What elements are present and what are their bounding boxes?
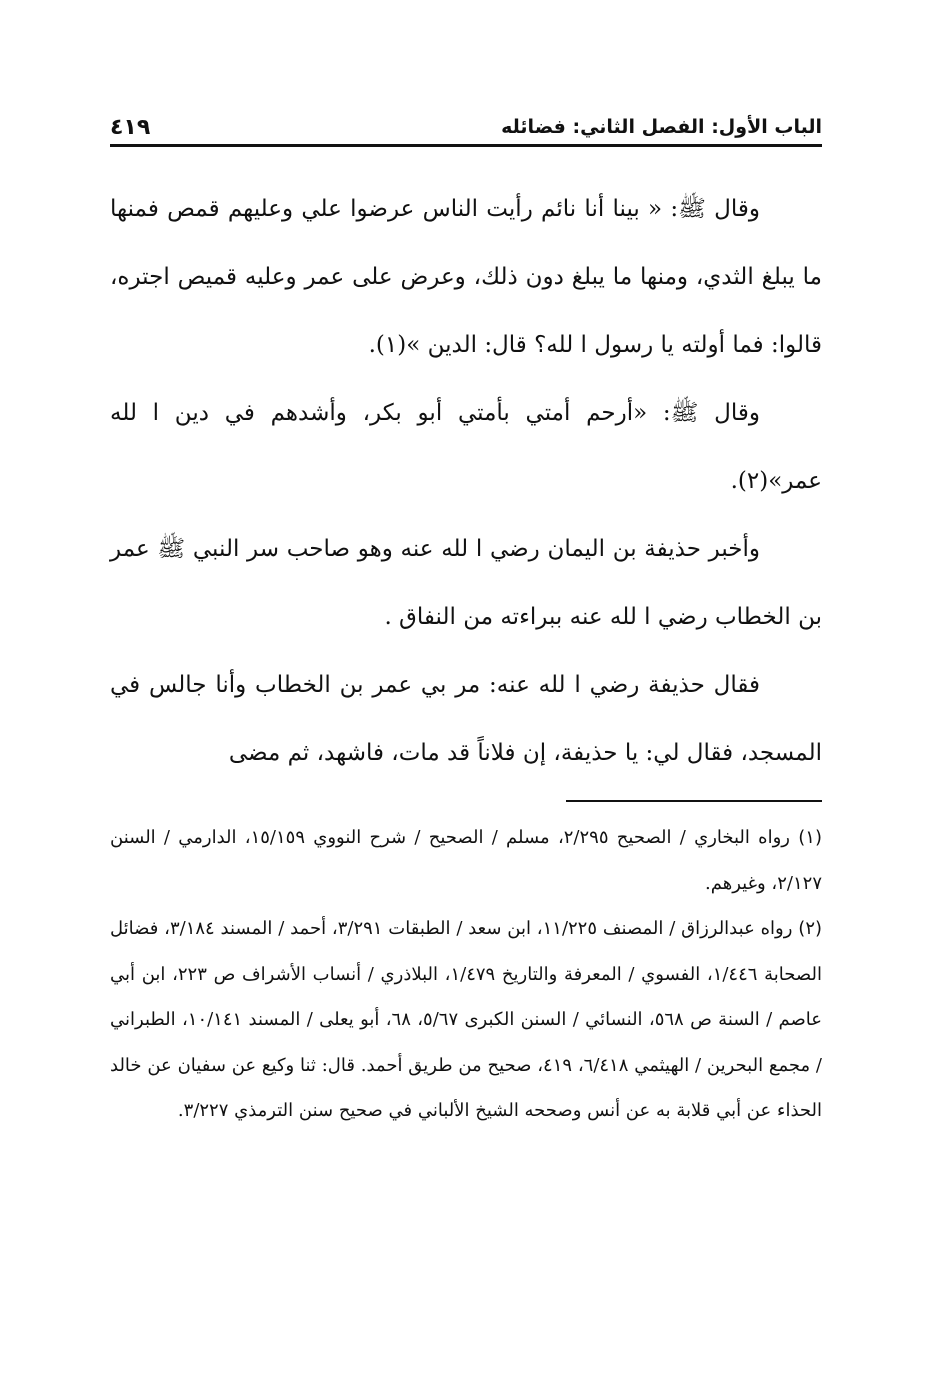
- header-rule: [110, 144, 822, 147]
- page-number: ٤١٩: [110, 115, 151, 140]
- footnote-separator: [566, 800, 822, 802]
- footnote-text: رواه عبدالرزاق / المصنف ١١/٢٢٥، ابن سعد / الطبقات ٣/٢٩١، أحمد / المسند ٣/١٨٤، فضائل الصحابة ١/٤٤٦، الفسوي / المعرفة والتاريخ ١/٤٧٩، البلاذري / أنساب الأشراف ص ٢٢٣، ابن أبي عاصم / السنة ص ٥٦٨، النسائي / السنن الكبرى ٥/٦٧، ٦٨، أبو يعلى / المسند ١٠/١٤١، الطبراني / مجمع البحرين / الهيثمي ٦/٤١٨، ٤١٩، صحيح من طريق أحمد. قال: ثنا وكيع عن سفيان عن خالد الحذاء عن أبي قلابة به عن أنس وصححه الشيخ الألباني في صحيح سنن الترمذي ٣/٢٢٧.: [110, 918, 823, 1121]
- footnotes: [110, 815, 822, 1134]
- footnote: [110, 906, 822, 1134]
- footnote-number: (٢): [798, 918, 823, 939]
- main-text: [110, 175, 822, 787]
- paragraph: وقال ﷺ: « بينا أنا نائم رأيت الناس عرضوا علي وعليهم قمص فمنها ما يبلغ الثدي، ومنها ما يبلغ دون ذلك، وعرض على عمر وعليه قميص اجتره، قالوا: فما أولته يا رسول ا لله؟ قال: الدين »(١).: [110, 196, 822, 358]
- paragraph: وقال ﷺ: «أرحم أمتي بأمتي أبو بكر، وأشدهم في دين ا لله عمر»(٢).: [110, 400, 822, 494]
- paragraph: وأخبر حذيفة بن اليمان رضي ا لله عنه وهو صاحب سر النبي ﷺ عمر بن الخطاب رضي ا لله عنه ببراءته من النفاق .: [110, 536, 822, 630]
- footnote: [110, 815, 822, 906]
- page-header: [110, 100, 822, 144]
- paragraph: فقال حذيفة رضي ا لله عنه: مر بي عمر بن الخطاب وأنا جالس في المسجد، فقال لي: يا حذيفة، إن فلاناً قد مات، فاشهد، ثم مضى: [110, 672, 822, 766]
- footnote-number: (١): [798, 827, 822, 848]
- running-title: الباب الأول: الفصل الثاني: فضائله: [501, 116, 822, 138]
- footnote-text: رواه البخاري / الصحيح ٢/٢٩٥، مسلم / الصحيح / شرح النووي ١٥/١٥٩، الدارمي / السنن ٢/١٢٧، وغيرهم.: [110, 827, 822, 894]
